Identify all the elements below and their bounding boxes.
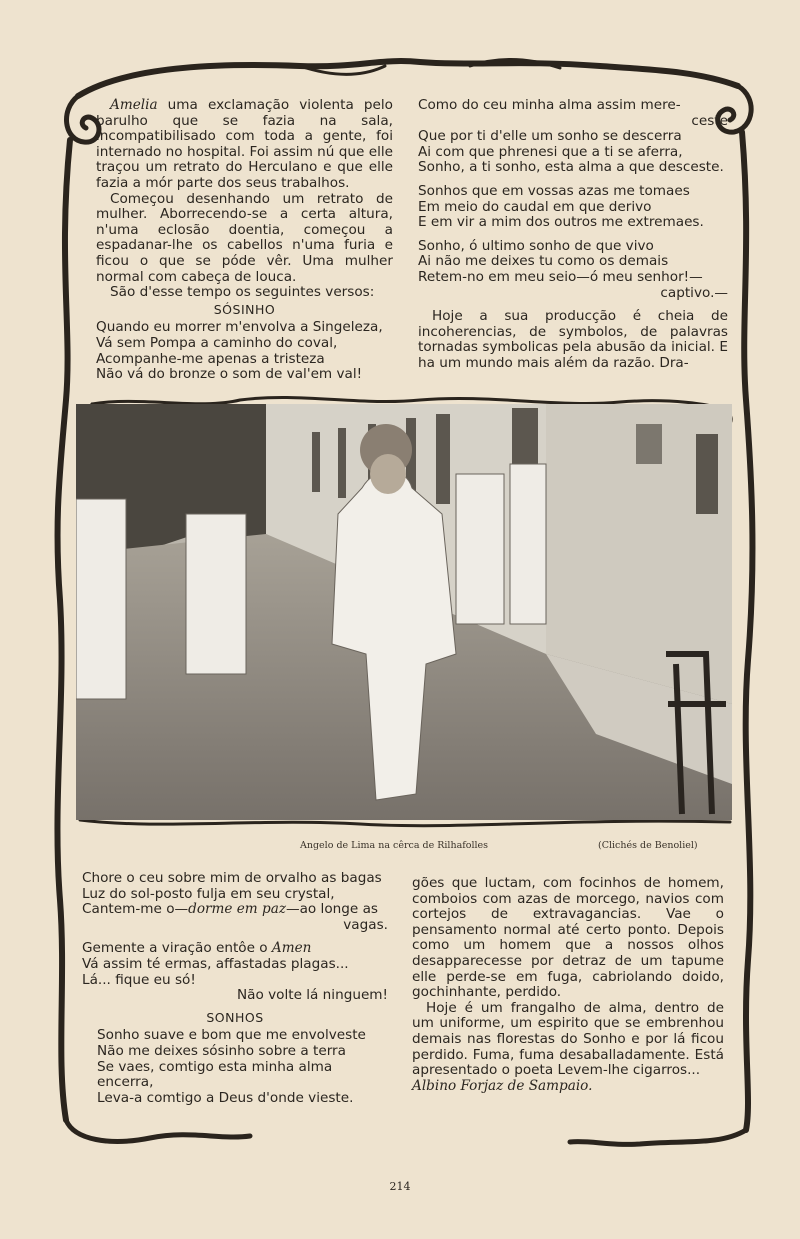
paragraph: São d'esse tempo os seguintes versos: xyxy=(110,284,375,301)
poem-text: Gemente a viração entôe o xyxy=(82,940,272,957)
poem-line: Ai não me deixes tu como os demais xyxy=(418,253,669,270)
author-signature: Albino Forjaz de Sampaio. xyxy=(412,1077,593,1094)
poem-line: Quando eu morrer m'envolva a Singeleza, xyxy=(96,319,383,336)
photograph-asylum-courtyard xyxy=(76,404,732,820)
poem-line: Que por ti d'elle um sonho se descerra xyxy=(418,128,682,145)
poem-line: Se vaes, comtigo esta minha alma encerra, xyxy=(97,1058,333,1091)
poem-text: Cantem-me o— xyxy=(82,901,189,918)
poem-line: E em vir a mim dos outros me extremaes. xyxy=(418,214,704,231)
poem-line: Vá assim té ermas, affastadas plagas... xyxy=(82,955,349,972)
poem-line: Leva-a comtigo a Deus d'onde vieste. xyxy=(97,1089,354,1106)
poem-line: Em meio do caudal em que derivo xyxy=(418,198,652,215)
poem-line: Luz do sol-posto fulja em seu crystal, xyxy=(82,885,335,902)
poem-line: Não me deixes sósinho sobre a terra xyxy=(97,1042,346,1059)
paragraph-text: uma exclamação violenta pelo barulho que se fazia na sala, incompatibilisado com toda a gente, foi internado no hospital. Foi assim nú que elle traçou um retrato do Herculano e que elle fazia a mór parte dos seus trabalhos. xyxy=(96,97,393,191)
poem-line: Não volte lá ninguem! xyxy=(236,987,388,1004)
poem-italic: dorme em paz xyxy=(188,901,286,918)
photo-credit: (Clichés de Benoliel) xyxy=(598,840,698,851)
poem-line: Sonho, a ti sonho, esta alma a que desceste. xyxy=(418,159,724,176)
text-column-top-right xyxy=(418,98,728,372)
text-column-bottom-left xyxy=(82,871,388,1106)
poem-title: SÓSINHO xyxy=(213,301,276,317)
text-column-bottom-right xyxy=(412,876,724,1094)
poem-line: Sonho suave e bom que me envolveste xyxy=(97,1027,366,1044)
poem-line: Não vá do bronze o som de val'em val! xyxy=(96,366,363,383)
poem-line xyxy=(82,941,388,957)
paragraph: Hoje é um frangalho de alma, dentro de um uniforme, um espirito que se embrenhou demais nas florestas do Sonho e por lá ficou perdido. Fuma, fuma desaballadamente. Está apresentado o poeta Levem-lhe cigarros... xyxy=(412,999,724,1079)
poem-line: Como do ceu minha alma assim mere- xyxy=(418,97,681,113)
poem-line: Sonhos que em vossas azas me tomaes xyxy=(418,182,690,199)
page-number: 214 xyxy=(389,1180,411,1193)
photo-illustration xyxy=(76,404,732,820)
poem-text: —ao longe as xyxy=(286,901,378,918)
poem-line: Acompanhe-me apenas a tristeza xyxy=(96,350,325,367)
photo-caption: Angelo de Lima na cêrca de Rilhafolles xyxy=(300,840,489,851)
poem-line: Sonho, ó ultimo sonho de que vivo xyxy=(418,237,654,254)
paragraph: Começou desenhando um retrato de mulher. Aborrecendo-se a certa altura, n'uma eclosão doentia, começou a espadanar-lhe os cabellos n'uma furia e ficou o que se póde vêr. Uma mulher normal com cabeça de louca. xyxy=(96,190,393,285)
italic-name: Amelia xyxy=(110,97,158,113)
paragraph: Hoje a sua producção é cheia de incoherencias, de symbolos, de palavras tornadas symbolicas pela abusão da inicial. E ha um mundo mais além da razão. Dra- xyxy=(418,308,728,371)
paragraph: gões que luctam, com focinhos de homem, comboios com azas de morcego, navios com cortejos de extravagancias. Vae o pensamento normal até certo ponto. Depois como um homem que a nossos olhos desapparecesse por detraz de um tapume elle perde-se em fuga, cabriolando doido, gochinhante, perdido. xyxy=(412,875,724,1001)
poem-title: SONHOS xyxy=(206,1009,264,1025)
poem-line: captivo.— xyxy=(660,284,728,301)
poem-line: ceste xyxy=(691,112,728,129)
poem-line: Vá sem Pompa a caminho do coval, xyxy=(96,334,338,351)
poem-line: Chore o ceu sobre mim de orvalho as bagas xyxy=(82,870,382,886)
poem-line: Ai com que phrenesi que a ti se aferra, xyxy=(418,143,683,160)
text-column-top-left xyxy=(96,98,393,383)
poem-line: vagas. xyxy=(343,916,388,933)
poem-line: Retem-no em meu seio—ó meu senhor!— xyxy=(418,268,703,285)
poem-line: Lá... fique eu só! xyxy=(82,971,196,988)
poem-line xyxy=(82,902,388,918)
poem-italic: Amen xyxy=(271,940,312,957)
paragraph xyxy=(96,98,393,192)
